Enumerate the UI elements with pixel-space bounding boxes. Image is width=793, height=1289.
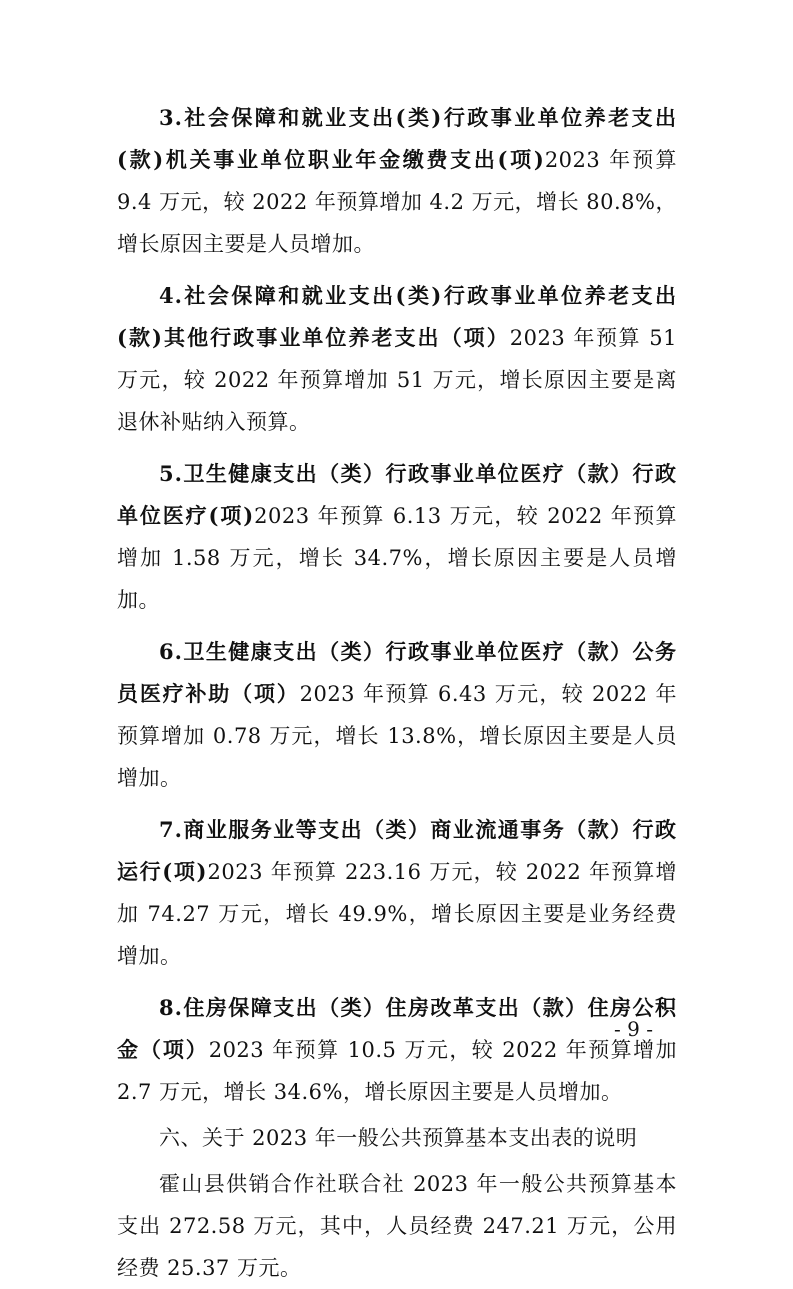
- budget-item-4: [117, 275, 677, 443]
- budget-item-5: [117, 453, 677, 621]
- page-number: - 9 -: [614, 1017, 653, 1041]
- budget-item-5-text: 2023 年预算 6.13 万元，较 2022 年预算增加 1.58 万元，增长 34.7%，增长原因主要是人员增加。: [117, 504, 677, 612]
- budget-item-8-title: 8.住房保障支出（类）住房改革支出（款）住房公积金（项）: [117, 995, 677, 1062]
- budget-item-6-title: 6.卫生健康支出（类）行政事业单位医疗（款）公务员医疗补助（项）: [117, 639, 677, 706]
- budget-item-8-text: 2023 年预算 10.5 万元，较 2022 年预算增加 2.7 万元，增长 34.6%，增长原因主要是人员增加。: [117, 1038, 677, 1104]
- budget-item-3: [117, 97, 677, 265]
- budget-item-4-text: 2023 年预算 51 万元，较 2022 年预算增加 51 万元，增长原因主要是离退休补贴纳入预算。: [117, 326, 678, 434]
- budget-item-7-text: 2023 年预算 223.16 万元，较 2022 年预算增加 74.27 万元，增长 49.9%，增长原因主要是业务经费增加。: [117, 860, 677, 968]
- budget-item-7-title: 7.商业服务业等支出（类）商业流通事务（款）行政运行(项): [117, 817, 677, 884]
- budget-item-5-title: 5.卫生健康支出（类）行政事业单位医疗（款）行政单位医疗(项): [117, 461, 677, 528]
- budget-item-7: [117, 809, 677, 977]
- budget-item-3-title: 3.社会保障和就业支出(类)行政事业单位养老支出(款)机关事业单位职业年金缴费支出(项): [117, 105, 677, 172]
- section-heading: 六、关于 2023 年一般公共预算基本支出表的说明: [159, 1126, 638, 1150]
- budget-item-8: [117, 987, 677, 1113]
- budget-item-3-text: 2023 年预算 9.4 万元，较 2022 年预算增加 4.2 万元，增长 80.8%，增长原因主要是人员增加。: [117, 148, 677, 256]
- budget-item-6-text: 2023 年预算 6.43 万元，较 2022 年预算增加 0.78 万元，增长 13.8%，增长原因主要是人员增加。: [117, 682, 677, 790]
- section-body: 霍山县供销合作社联合社 2023 年一般公共预算基本支出 272.58 万元，其中，人员经费 247.21 万元，公用经费 25.37 万元。: [117, 1172, 677, 1280]
- budget-item-4-title: 4.社会保障和就业支出(类)行政事业单位养老支出(款)其他行政事业单位养老支出（项）: [117, 283, 677, 350]
- page-content: [117, 97, 677, 1289]
- budget-item-6: [117, 631, 677, 799]
